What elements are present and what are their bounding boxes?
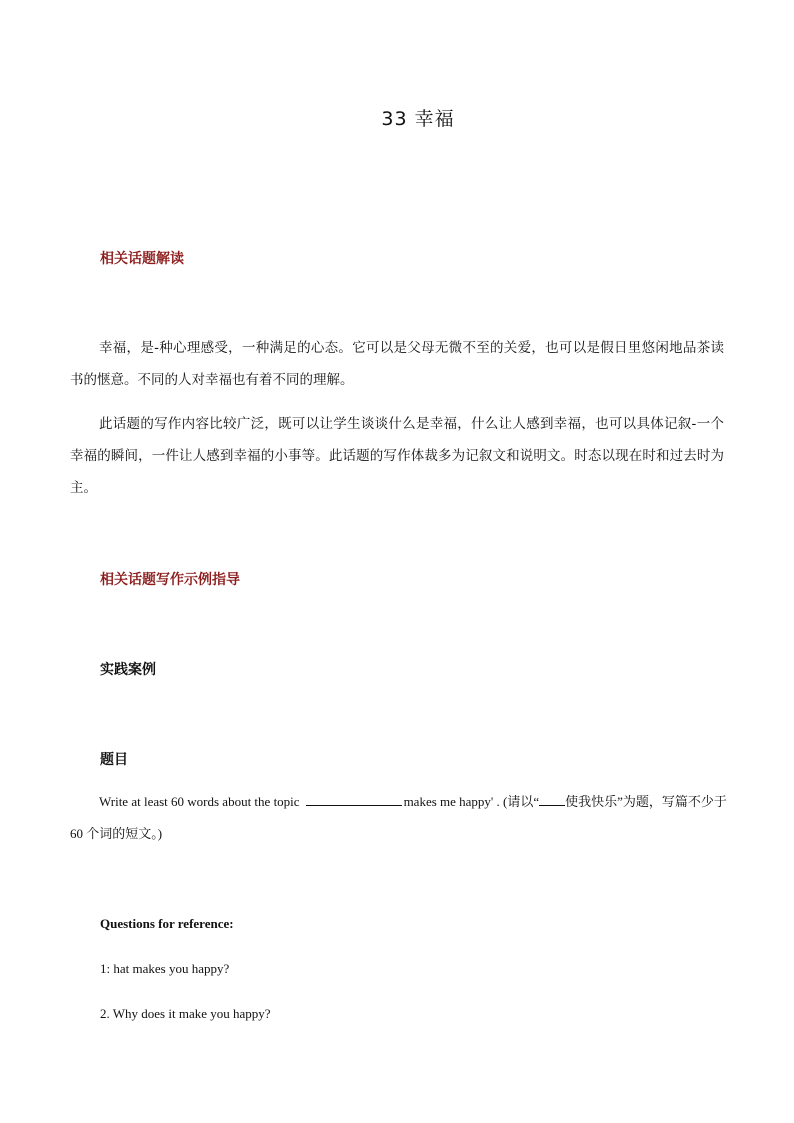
question-item: 2. Why does it make you happy?: [100, 1006, 271, 1021]
paragraph-2: 此话题的写作内容比较广泛，既可以让学生谈谈什么是幸福，什么让人感到幸福，也可以具体记叙-一个幸福的瞬间，一件让人感到幸福的小事等。此话题的写作体裁多为记叙文和说明文。时态以现在时和过去时为主。: [70, 416, 724, 496]
questions-heading: Questions for reference:: [100, 916, 234, 931]
question-item: 1: hat makes you happy?: [100, 961, 230, 976]
page-title: 33 幸福: [381, 108, 455, 130]
prompt-blank: [306, 793, 402, 806]
prompt-text-part1: Write at least 60 words about the topic: [99, 794, 300, 809]
section-heading-writing-guidance: 相关话题写作示例指导: [100, 572, 240, 588]
writing-prompt: [70, 786, 730, 850]
prompt-text-part2: makes me happy' . (请以“: [403, 794, 540, 809]
practice-case-heading: 实践案例: [100, 662, 156, 678]
paragraph-1: 幸福，是-种心理感受，一种满足的心态。它可以是父母无微不至的关爱，也可以是假日里悠闲地品茶读书的惬意。不同的人对幸福也有着不同的理解。: [70, 340, 724, 388]
section-heading-topic-interpretation: 相关话题解读: [100, 251, 184, 267]
prompt-text-part3: 使我快乐”为题，写篇不少于 60 个词的短文。): [70, 794, 727, 841]
topic-heading: 题目: [100, 752, 128, 768]
prompt-blank-short: [539, 793, 565, 806]
